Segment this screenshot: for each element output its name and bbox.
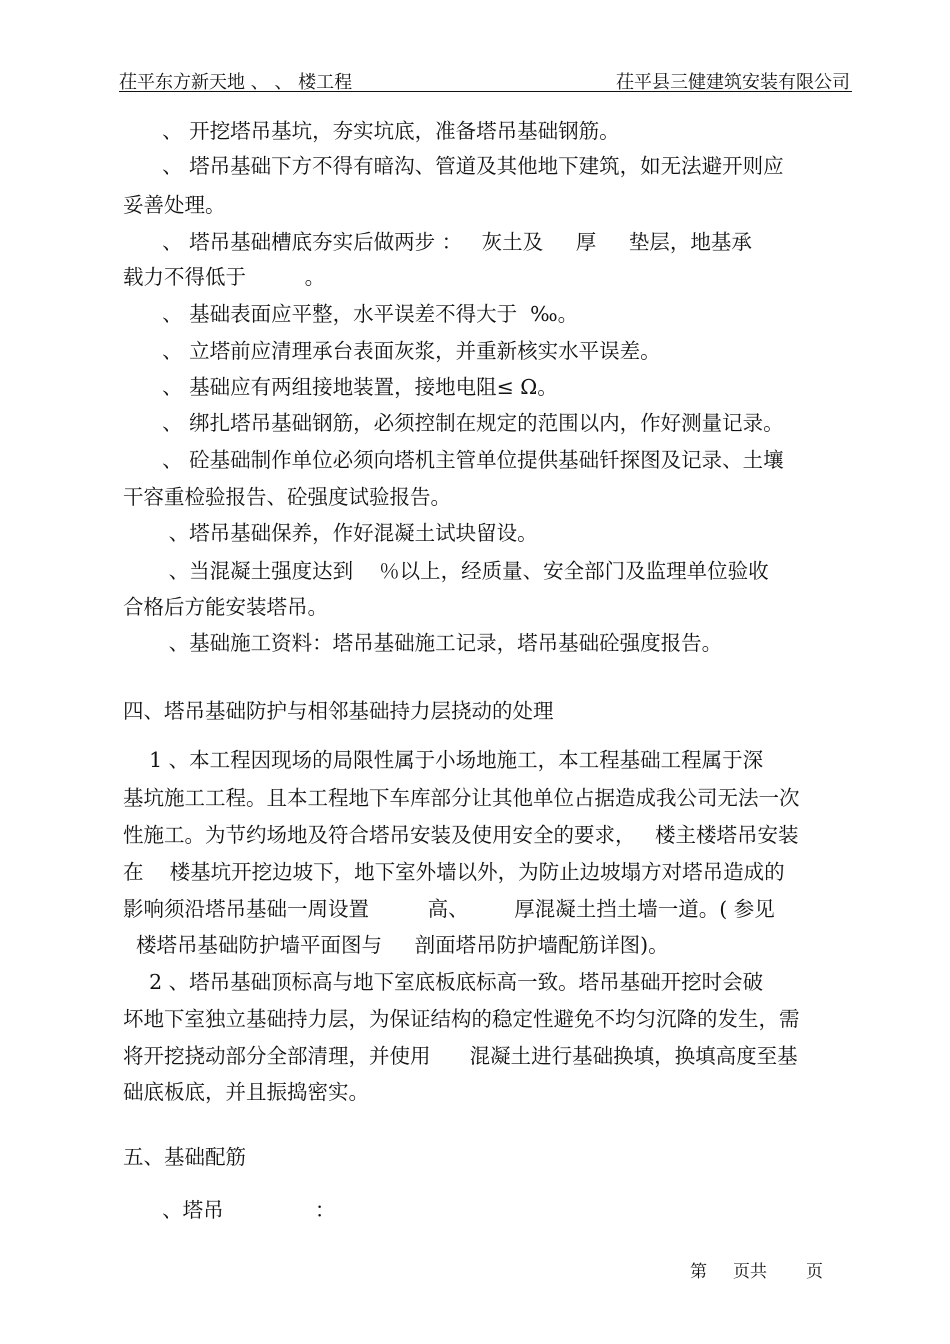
text-line: 、 塔吊基础下方不得有暗沟、管道及其他地下建筑，如无法避开则应 [123,154,784,178]
header-divider [119,91,852,92]
header-company-name: 茌平县三健建筑安装有限公司 [616,72,850,93]
text-line: 1 、本工程因现场的局限性属于小场地施工，本工程基础工程属于深 [123,748,764,772]
text-line: 干容重检验报告、砼强度试验报告。 [123,485,451,509]
text-line: 楼塔吊基础防护墙平面图与 剖面塔吊防护墙配筋详图)。 [123,933,669,957]
text-line: 基坑施工工程。且本工程地下车库部分让其他单位占据造成我公司无法一次 [123,786,800,810]
text-line: 载力不得低于 。 [123,265,326,289]
text-line: 2 、塔吊基础顶标高与地下室底板底标高一致。塔吊基础开挖时会破 [123,970,764,994]
text-line: 、 立塔前应清理承台表面灰浆，并重新核实水平误差。 [123,339,661,363]
section-heading: 四、塔吊基础防护与相邻基础持力层挠动的处理 [123,699,554,723]
text-line: 坏地下室独立基础持力层，为保证结构的稳定性避免不均匀沉降的发生，需 [123,1007,800,1031]
text-line: 、 基础应有两组接地装置，接地电阻≤ Ω。 [123,375,558,399]
text-line: 、当混凝土强度达到 ％以上，经质量、安全部门及监理单位验收 [123,559,769,583]
text-line: 础底板底，并且振捣密实。 [123,1080,369,1104]
header-project-title: 茌平东方新天地 、 、 楼工程 [119,72,353,93]
text-line: 、 砼基础制作单位必须向塔机主管单位提供基础钎探图及记录、土壤 [123,448,784,472]
text-line: 、基础施工资料：塔吊基础施工记录，塔吊基础砼强度报告。 [123,631,723,655]
section-heading: 五、基础配筋 [123,1145,246,1169]
text-line: 、 塔吊基础槽底夯实后做两步 ： 灰土及 厚 垫层，地基承 [123,230,752,254]
text-line: 在 楼基坑开挖边坡下，地下室外墙以外，为防止边坡塌方对塔吊造成的 [123,860,785,884]
text-line: 性施工。为节约场地及符合塔吊安装及使用安全的要求， 楼主楼塔吊安装 [123,823,799,847]
text-line: 、 绑扎塔吊基础钢筋，必须控制在规定的范围以内，作好测量记录。 [123,411,784,435]
text-line: 、塔吊 ： [123,1198,336,1222]
text-line: 合格后方能安装塔吊。 [123,595,328,619]
text-line: 、塔吊基础保养，作好混凝土试块留设。 [123,521,538,545]
text-line: 、 开挖塔吊基坑，夯实坑底，准备塔吊基础钢筋。 [123,119,620,143]
text-line: 影响须沿塔吊基础一周设置 高、 厚混凝土挡土墙一道。( 参见 [123,897,775,921]
footer-page-label: 第 [690,1262,707,1282]
text-line: 、 基础表面应平整，水平误差不得大于 ‰。 [123,302,579,326]
footer-total-label: 页共 [733,1262,767,1282]
text-line: 将开挖挠动部分全部清理，并使用 混凝土进行基础换填，换填高度至基 [123,1044,798,1068]
text-line: 妥善处理。 [123,193,226,217]
footer-end-label: 页 [806,1262,823,1282]
